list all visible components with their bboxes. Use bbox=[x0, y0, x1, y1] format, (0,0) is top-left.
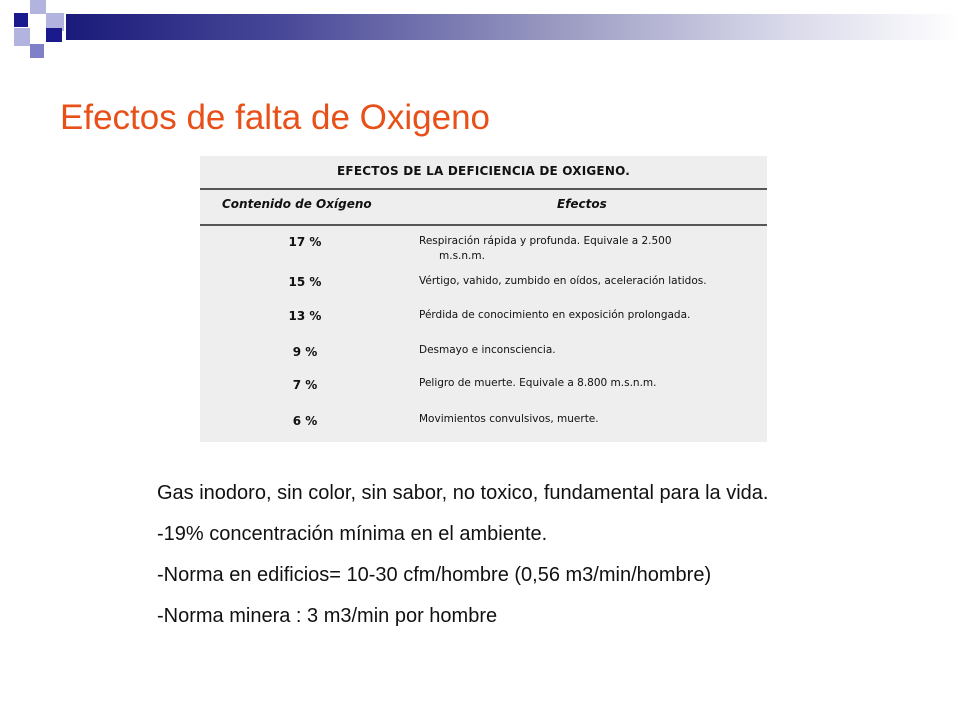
table-rule-top bbox=[200, 188, 767, 190]
body-text bbox=[157, 480, 857, 644]
table-rule-header bbox=[200, 224, 767, 226]
decor-square-mid bbox=[30, 44, 44, 58]
body-bullet: -19% concentración mínima en el ambiente. bbox=[157, 523, 548, 545]
table-row-pct: 9 % bbox=[292, 345, 318, 359]
col-header-effects: Efectos bbox=[557, 197, 607, 211]
decor-square-navy-1 bbox=[14, 13, 28, 27]
table-row-pct: 7 % bbox=[292, 378, 318, 392]
table-caption: EFECTOS DE LA DEFICIENCIA DE OXIGENO. bbox=[337, 164, 630, 178]
decor-square-light-1 bbox=[30, 0, 46, 14]
table-row-effect bbox=[419, 234, 759, 264]
table-row-effect: Peligro de muerte. Equivale a 8.800 m.s.n.m. bbox=[419, 377, 657, 389]
table-row-effect: Pérdida de conocimiento en exposición prolongada. bbox=[419, 309, 691, 321]
decor-square-navy-2 bbox=[46, 28, 62, 42]
decor-square-light-3 bbox=[14, 28, 30, 46]
table-row-effect: Desmayo e inconsciencia. bbox=[419, 344, 556, 356]
table-row-effect: Movimientos convulsivos, muerte. bbox=[419, 413, 599, 425]
body-paragraph: Gas inodoro, sin color, sin sabor, no toxico, fundamental para la vida. bbox=[157, 482, 769, 504]
table-row-effect: Vértigo, vahido, zumbido en oídos, aceleración latidos. bbox=[419, 275, 707, 287]
table-row-effect-text: Respiración rápida y profunda. Equivale a 2.500 bbox=[419, 235, 672, 247]
table-row-pct: 17 % bbox=[288, 235, 322, 249]
oxygen-effects-table bbox=[200, 156, 767, 442]
table-row-pct: 13 % bbox=[288, 309, 322, 323]
table-row-pct: 15 % bbox=[288, 275, 322, 289]
col-header-oxygen: Contenido de Oxígeno bbox=[222, 197, 372, 211]
table-row-effect-cont: m.s.n.m. bbox=[439, 250, 485, 262]
header-gradient-bar bbox=[66, 14, 960, 40]
body-bullet: -Norma minera : 3 m3/min por hombre bbox=[157, 605, 498, 627]
body-bullet: -Norma en edificios= 10-30 cfm/hombre (0,56 m3/min/hombre) bbox=[157, 564, 712, 586]
slide-title: Efectos de falta de Oxigeno bbox=[60, 98, 490, 137]
table-row-pct: 6 % bbox=[292, 414, 318, 428]
